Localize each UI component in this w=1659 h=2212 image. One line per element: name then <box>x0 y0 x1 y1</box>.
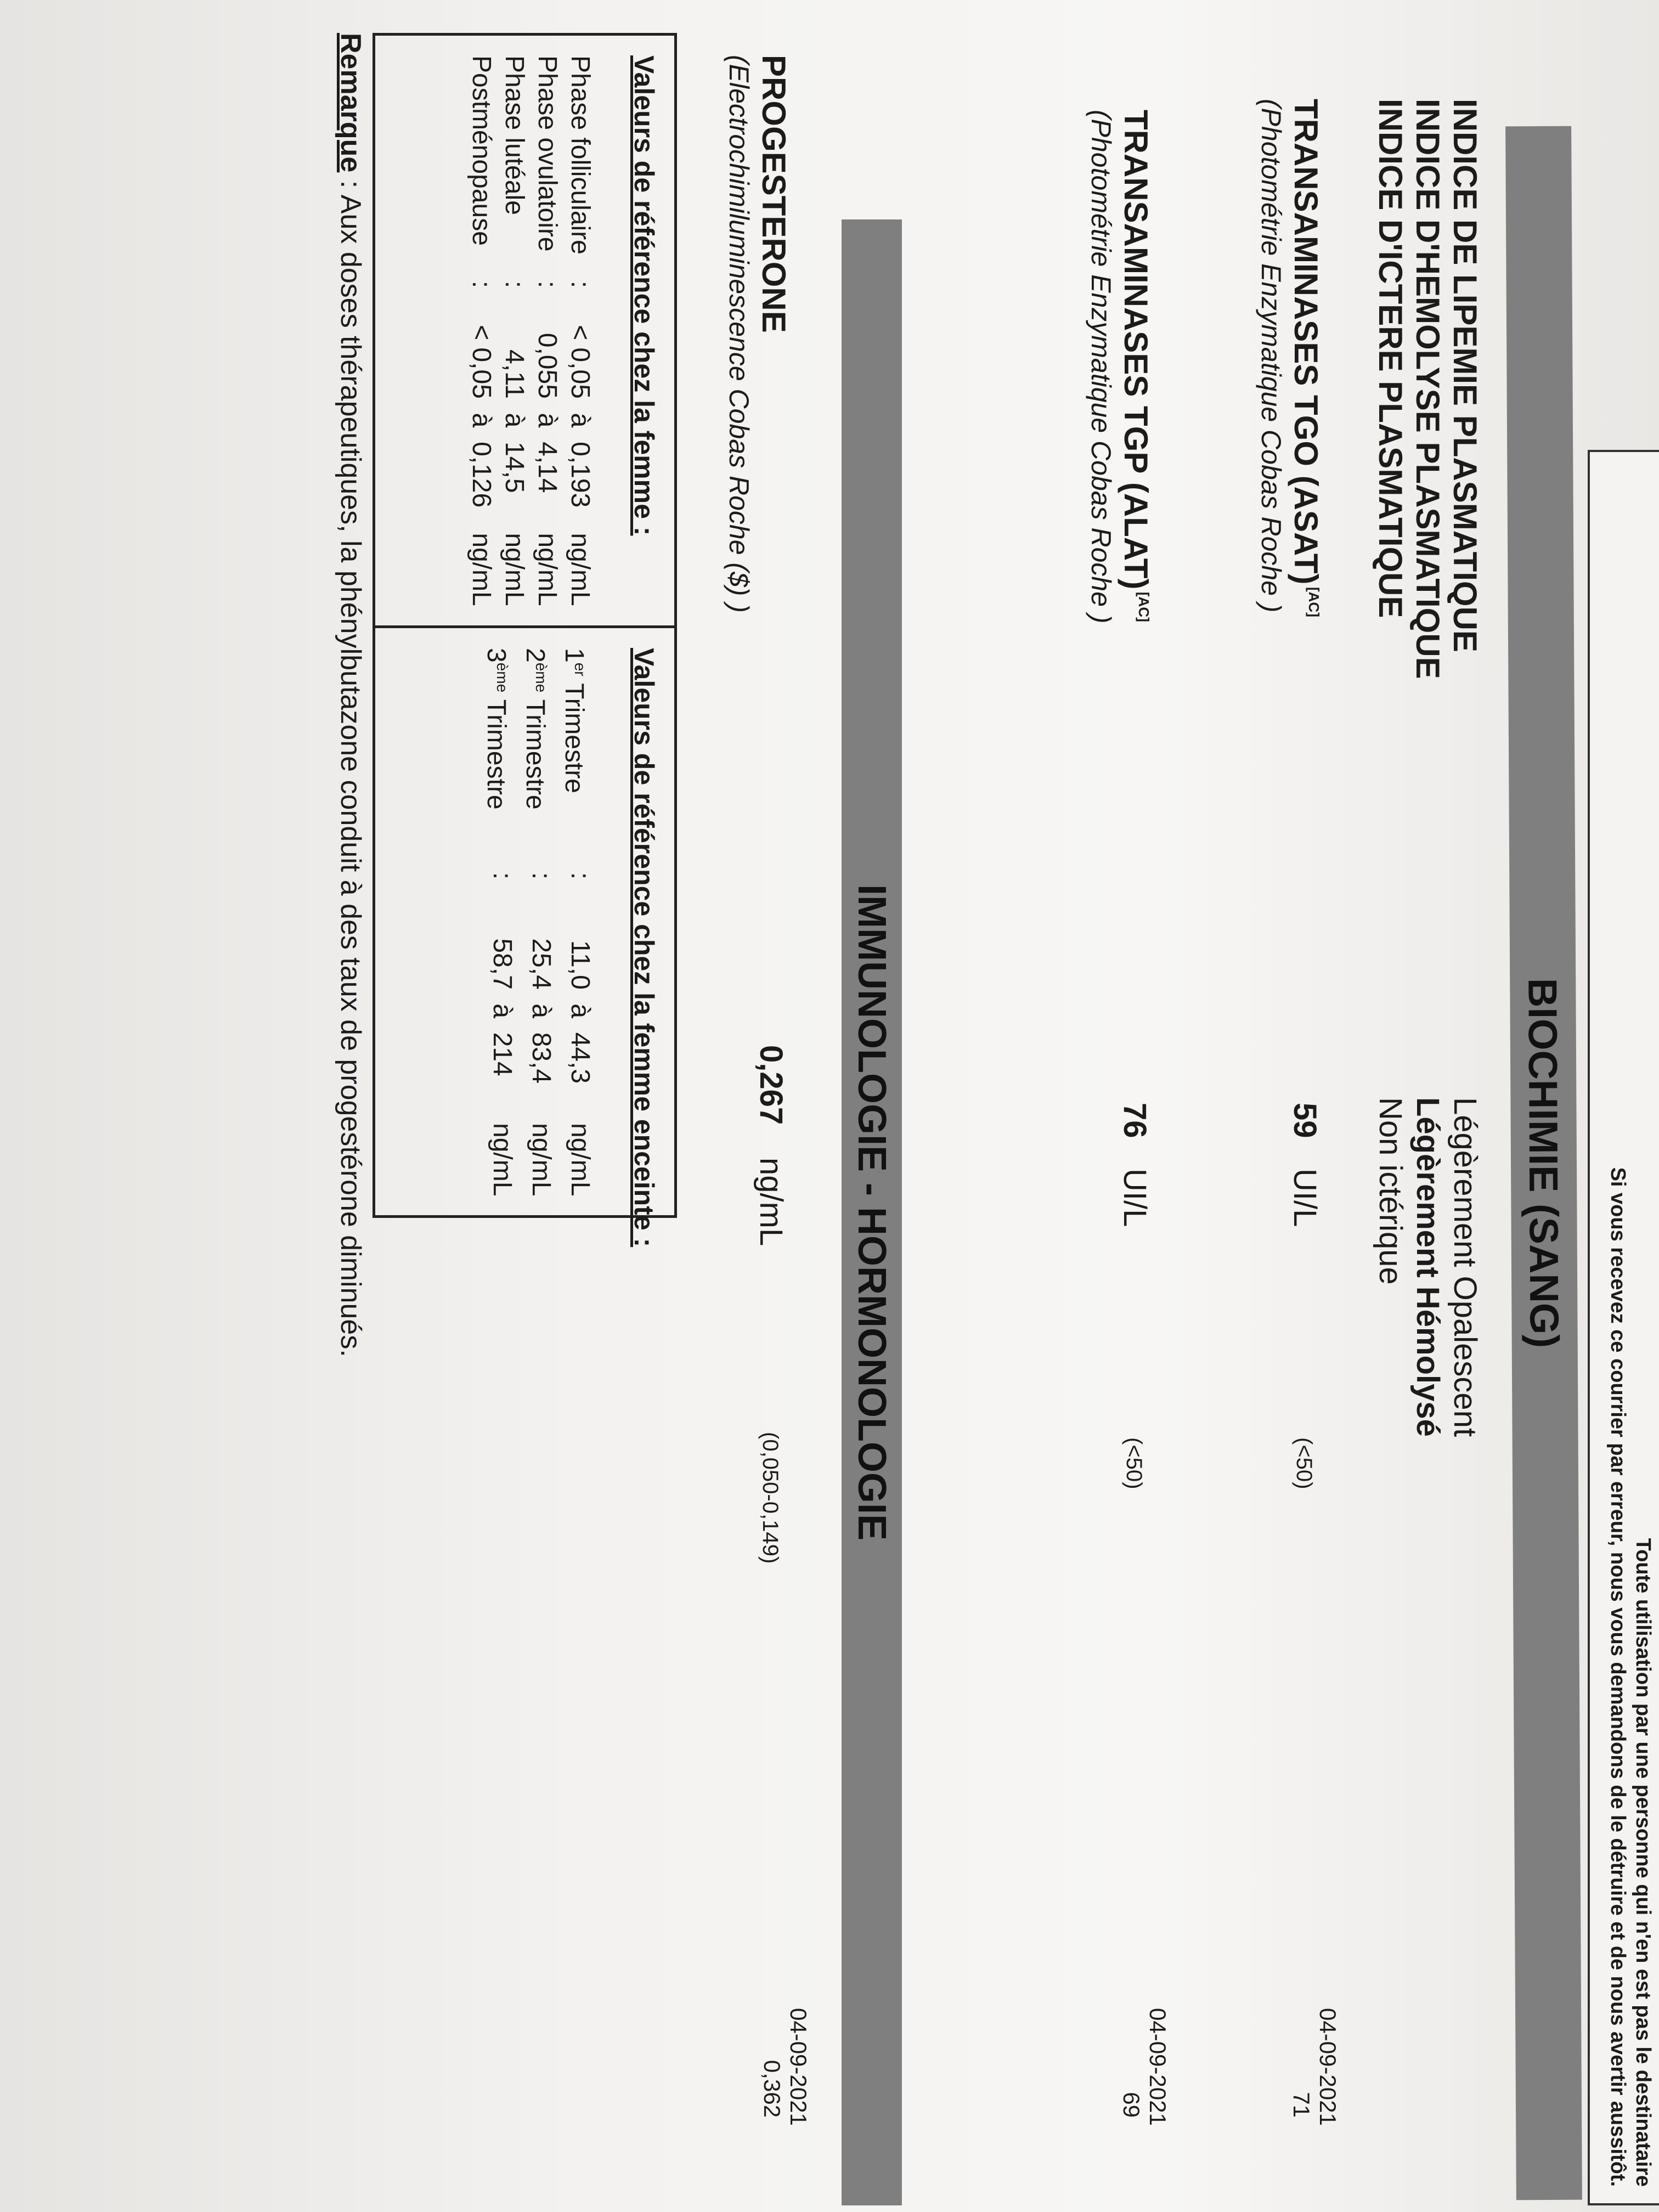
remark <box>334 33 367 1357</box>
test-tgo-history <box>1288 2008 1341 2126</box>
test-tgp-unit: UI/L <box>1117 1169 1153 1227</box>
reference-women-title: Valeurs de référence chez la femme : <box>629 55 659 536</box>
table-row <box>531 55 563 613</box>
section-header-biochimie <box>1505 126 1582 2200</box>
range-unit: ng/mL <box>566 533 595 606</box>
range-low: 25,4 <box>527 938 556 990</box>
range-sep: à <box>566 413 595 428</box>
range-low: 11,0 <box>566 940 595 990</box>
test-progesterone-ref: (0,050-0,149) <box>758 1432 782 1564</box>
trimester-name <box>479 648 518 872</box>
phase-name: Phase lutéale <box>500 55 529 215</box>
range-unit: ng/mL <box>527 1123 556 1197</box>
test-tgp-value: 76 <box>1117 1103 1153 1138</box>
range-unit: ng/mL <box>488 1123 517 1197</box>
test-tgo-label <box>1255 99 1324 617</box>
colon: : <box>566 872 595 880</box>
colon: : <box>500 280 529 289</box>
test-name: PROGESTERONE <box>755 55 792 333</box>
test-tgp-label <box>1085 110 1154 624</box>
reference-women-column <box>375 36 674 625</box>
indice-lipemie-label: INDICE DE LIPEMIE PLASMATIQUE <box>1447 99 1483 652</box>
range-low: < 0,05 <box>566 325 595 399</box>
phase-name: Phase ovulatoire <box>533 55 562 252</box>
range-low: 58,7 <box>488 938 517 990</box>
confidentiality-notice <box>1588 450 1659 2205</box>
reference-pregnant-title: Valeurs de référence chez la femme enceinte : <box>629 648 659 1248</box>
trimester-name <box>557 648 596 872</box>
test-tgp-history <box>1118 2008 1171 2126</box>
table-row <box>479 648 518 1203</box>
table-row <box>465 55 498 613</box>
history-value: 69 <box>1119 2092 1144 2118</box>
section-title-biochimie: BIOCHIMIE (SANG) <box>1520 978 1568 1348</box>
indice-ictere-value: Non ictérique <box>1373 1097 1408 1285</box>
test-progesterone-label <box>723 55 792 613</box>
test-progesterone-unit: ng/mL <box>753 1158 789 1246</box>
range-high: 14,5 <box>500 442 529 493</box>
notice-line-1: Toute utilisation par une personne qui n'en est pas le destinataire <box>1632 1538 1655 2187</box>
indice-hemolyse-label: INDICE D'HEMOLYSE PLASMATIQUE <box>1409 99 1446 679</box>
range-low: 4,11 <box>500 349 529 399</box>
remark-label: Remarque <box>335 33 366 173</box>
remark-text: : Aux doses thérapeutiques, la phénylbutazone conduit à des taux de progestérone diminués. <box>335 172 366 1357</box>
colon: : <box>527 872 556 880</box>
range-high: 44,3 <box>566 1032 595 1084</box>
section-title-immunologie: IMMUNOLOGIE - HORMONOLOGIE <box>850 884 894 1541</box>
table-row <box>498 55 531 613</box>
progesterone-reference-table <box>373 33 677 1248</box>
table-row <box>557 648 596 1203</box>
colon: : <box>467 280 496 289</box>
trimester-suffix: ème <box>533 662 550 693</box>
test-tgo-value: 59 <box>1287 1103 1323 1138</box>
range-sep: à <box>566 1003 595 1019</box>
test-name: TRANSAMINASES TGO (ASAT) <box>1288 99 1324 585</box>
test-name: TRANSAMINASES TGP (ALAT) <box>1118 110 1154 590</box>
trimester-label: Trimestre <box>560 683 589 793</box>
phase-name: Postménopause <box>467 55 496 246</box>
colon: : <box>533 280 562 289</box>
range-high: 214 <box>488 1032 517 1076</box>
test-method: (Photométrie Enzymatique Cobas Roche ) <box>1256 99 1286 613</box>
trimester-name <box>518 648 557 872</box>
trimester-suffix: er <box>572 662 589 676</box>
history-value: 0,362 <box>759 2059 785 2118</box>
history-date: 04-09-2021 <box>1315 2008 1341 2126</box>
range-sep: à <box>488 1003 517 1019</box>
test-progesterone-value: 0,267 <box>753 1045 789 1125</box>
range-unit: ng/mL <box>566 1123 595 1197</box>
range-sep: à <box>527 1003 556 1019</box>
history-date: 04-09-2021 <box>786 2008 811 2126</box>
colon: : <box>488 872 517 880</box>
reference-pregnant-column <box>375 625 674 1248</box>
table-row <box>518 648 557 1203</box>
range-sep: à <box>500 413 529 428</box>
trimester-num: 1 <box>560 648 589 663</box>
trimester-label: Trimestre <box>521 699 550 810</box>
range-low: < 0,05 <box>467 325 496 399</box>
trimester-suffix: ème <box>494 662 511 693</box>
accreditation-tag: [AC] <box>1306 586 1322 617</box>
test-method: (Photométrie Enzymatique Cobas Roche ) <box>1086 110 1116 624</box>
test-tgo-ref: (<50) <box>1292 1437 1316 1489</box>
notice-line-2: Si vous recevez ce courrier par erreur, nous vous demandons de le détruire et de nous avertir aussitôt. <box>1606 1167 1629 2187</box>
trimester-num: 2 <box>521 648 550 663</box>
test-method: (Electrochimiluminescence Cobas Roche ($) ) <box>724 55 754 613</box>
test-tgp-ref: (<50) <box>1122 1437 1146 1489</box>
range-high: 4,14 <box>533 442 562 493</box>
range-low: 0,055 <box>533 332 562 399</box>
range-unit: ng/mL <box>467 533 496 606</box>
test-tgo-unit: UI/L <box>1287 1169 1323 1227</box>
indice-ictere-label: INDICE D'ICTERE PLASMATIQUE <box>1372 99 1409 618</box>
section-header-immunologie <box>842 219 902 2205</box>
phase-name: Phase folliculaire <box>566 55 595 255</box>
range-high: 0,126 <box>467 442 496 508</box>
range-sep: à <box>533 413 562 428</box>
trimester-label: Trimestre <box>482 699 511 810</box>
indice-hemolyse-value: Légèrement Hémolysé <box>1410 1097 1446 1437</box>
test-progesterone-history <box>759 2008 811 2126</box>
accreditation-tag: [AC] <box>1136 591 1152 622</box>
history-date: 04-09-2021 <box>1145 2008 1171 2126</box>
indices-block <box>1372 99 1483 679</box>
range-unit: ng/mL <box>533 533 562 606</box>
range-high: 83,4 <box>527 1032 556 1084</box>
colon: : <box>566 280 595 289</box>
trimester-num: 3 <box>482 648 511 663</box>
table-row <box>563 55 596 613</box>
indices-values <box>1372 1097 1483 1437</box>
range-unit: ng/mL <box>500 533 529 606</box>
range-high: 0,193 <box>566 442 595 508</box>
history-value: 71 <box>1289 2092 1314 2118</box>
indice-lipemie-value: Légèrement Opalescent <box>1447 1097 1483 1437</box>
range-sep: à <box>467 413 496 428</box>
